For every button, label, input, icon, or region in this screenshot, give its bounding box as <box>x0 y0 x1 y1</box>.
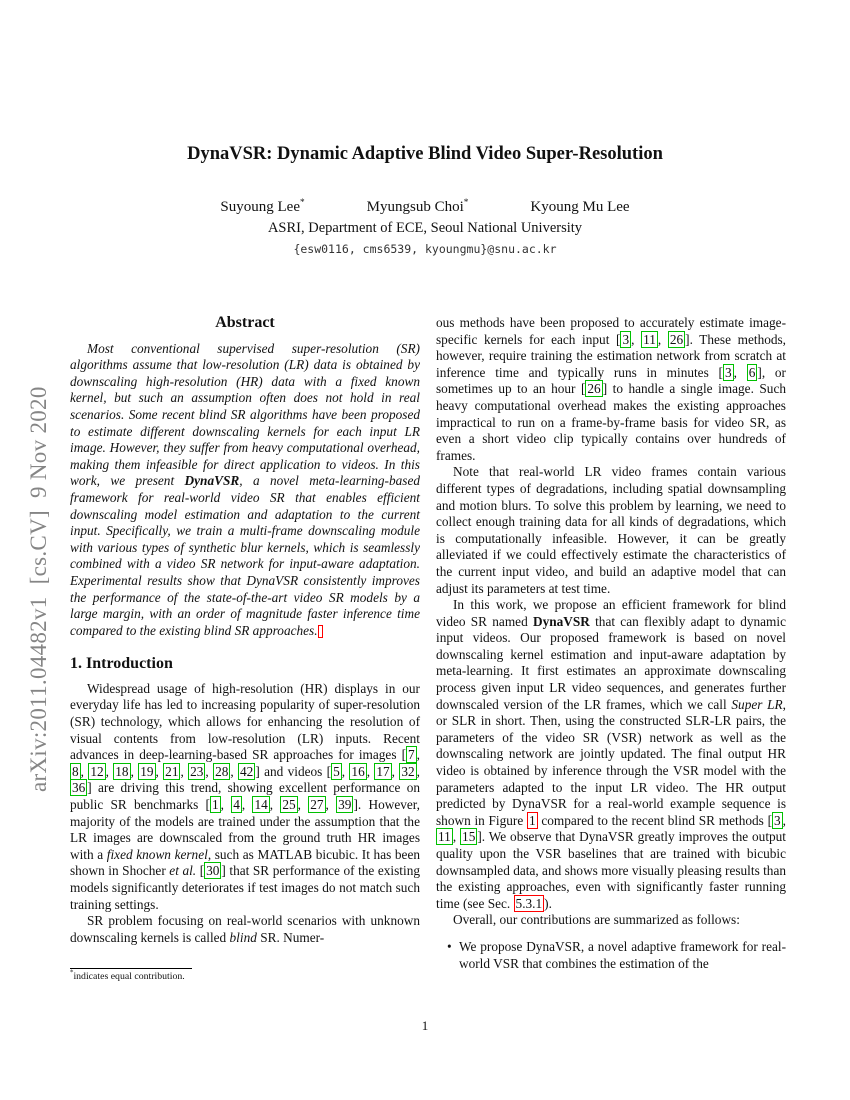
footnote-mark: * <box>70 969 74 977</box>
bold-text: DynaVSR <box>184 473 240 489</box>
citation-link[interactable]: 11 <box>438 829 451 845</box>
abstract-heading: Abstract <box>215 314 275 331</box>
citation-link[interactable]: 16 <box>351 763 365 779</box>
citation-link[interactable]: 6 <box>748 364 756 380</box>
contribution-text: We propose DynaVSR, a novel adaptive framework for real-world VSR that combines the estimation of the <box>459 938 786 971</box>
affiliation: ASRI, Department of ECE, Seoul National University <box>267 220 583 236</box>
citation-link[interactable]: 25 <box>282 797 296 813</box>
author-mark: * <box>463 198 469 208</box>
internal-ref-link[interactable] <box>318 625 323 638</box>
author-mark: * <box>300 198 305 208</box>
paragraph: Widespread usage of high-resolution (HR) displays in our everyday life has led to increasing popularity of super-resolution (SR) technology, which allows for enhancing the resolution of visual contents from low-resolution (LR) inputs. Recent advances in deep-learning-based SR approaches for images [ 7 , 8 , 12 , 18 , 19 , 21 , 23 , 28 , 42 ] and videos [ 5 , 16 , 17 , 32 , 36 ] are driving this trend, showing excellent performance on public SR benchmarks [ 1 , 4 , 14 , 25 , 27 , 39 ]. However, majority of the models are trained under the assumption that the LR images are downscaled from the ground truth HR images with a fixed known kernel, such as MATLAB bicubic. It has been shown in Shocher et al. [ 30 ] that SR performance of the existing models significantly deteriorates if test images do not match such training settings. <box>70 680 420 912</box>
citation-link[interactable]: 8 <box>72 763 79 779</box>
email-line: {esw0116, cms6539, kyoungmu}@snu.ac.kr <box>293 242 557 256</box>
citation-link[interactable]: 4 <box>233 797 240 813</box>
citation-link[interactable]: 3 <box>622 331 630 347</box>
italic-text: et al. <box>169 863 197 879</box>
citation-link[interactable]: 5 <box>333 763 340 779</box>
arxiv-watermark: arXiv:2011.04482v1 [cs.CV] 9 Nov 2020 <box>26 386 51 792</box>
author-list <box>0 199 850 216</box>
citation-link[interactable]: 21 <box>165 763 179 779</box>
citation-link[interactable]: 23 <box>190 763 204 779</box>
paragraph: Overall, our contributions are summarized as follows: <box>453 912 740 928</box>
citation-link[interactable]: 1 <box>211 797 219 813</box>
bullet-glyph: • <box>447 938 452 954</box>
citation-link[interactable]: 17 <box>376 763 390 779</box>
italic-text: blind <box>229 929 257 945</box>
author <box>530 199 629 216</box>
internal-ref-link[interactable]: 1 <box>528 812 536 828</box>
internal-ref-link[interactable]: 5.3.1 <box>515 895 543 911</box>
paragraph: In this work, we propose an efficient framework for blind video SR named DynaVSR that can flexibly adapt to dynamic input videos. Our proposed framework is based on novel downscaling kernel estimation and input-aware adaptation by meta-learning. It first estimates an approximate downscaling process given input LR video sequences, and generates further downscaled version of the LR frames, which we call Super LR, or SLR in short. Then, using the constructed SLR-LR pairs, the parameters of the video SR (VSR) network as well as the downscaling network are jointly updated. The final output HR video is obtained by inference through the VSR model with the parameters adapted to the input LR video. The HR output predicted by DynaVSR for a real-world example sequence is shown in Figure 1 compared to the recent blind SR methods [ 3 , 11 , 15 ]. We observe that DynaVSR greatly improves the output quality upon the VSR baselines that are trained with bicubic downsampled data, and shows more visually pleasing results than the existing approaches, even with significantly faster running time (see Sec. 5.3.1 ). <box>436 597 787 911</box>
citation-link[interactable]: 11 <box>643 331 656 347</box>
citation-link[interactable]: 19 <box>140 763 154 779</box>
author <box>220 199 304 216</box>
footnote-block <box>70 968 420 983</box>
citation-link[interactable]: 32 <box>401 763 415 779</box>
abstract-body: Most conventional supervised super-resolution (SR) algorithms assume that low-resolution (LR) data is obtained by downscaling high-resolution (HR) data with a fixed known kernel, but such an assumption often does not hold in real scenarios. Some recent blind SR algorithms have been proposed to estimate different downscaling kernels for each input LR image. However, they suffer from heavy computational overhead, making them infeasible for direct application to videos. In this work, we present DynaVSR, a novel meta-learning-based framework for real-world video SR that enables efficient downscaling model estimation and adaptation to the current input. Specifically, we train a multi-frame downscaling module with various types of synthetic blur kernels, which is seamlessly combined with a video SR network for input-aware adaptation. Experimental results show that DynaVSR consistently improves the performance of the state-of-the-art video SR models by a large margin, with an order of magnitude faster inference time compared to the existing blind SR approaches. <box>70 340 420 638</box>
left-column <box>70 315 420 946</box>
footnote-rule <box>70 968 192 969</box>
citation-link[interactable]: 30 <box>206 863 220 879</box>
italic-text: Super LR <box>731 696 783 712</box>
contribution-item <box>436 939 786 972</box>
author <box>367 199 469 216</box>
citation-link[interactable]: 3 <box>724 364 732 380</box>
citation-link[interactable]: 28 <box>215 763 229 779</box>
author-name: Myungsub Choi <box>366 199 464 215</box>
citation-link[interactable]: 26 <box>669 331 684 347</box>
citation-link[interactable]: 12 <box>90 763 104 779</box>
citation-link[interactable]: 39 <box>338 797 352 813</box>
citation-link[interactable]: 3 <box>774 812 781 828</box>
paragraph: ous methods have been proposed to accurately estimate image-specific kernels for each input [ 3 , 11 , 26 ]. These methods, however, require training the estimation network from scratch at inference time and typically runs in minutes [ 3 , 6 ], or sometimes up to an hour [ 26 ] to handle a single image. Such heavy computational overhead makes the existing approaches impractical to run on a frame-by-frame basis for video SR, as even a short video clip typically contains over hundreds of frames. <box>436 315 787 463</box>
citation-link[interactable]: 15 <box>462 829 476 845</box>
citation-link[interactable]: 36 <box>72 780 86 796</box>
author-name: Kyoung Mu Lee <box>530 199 630 215</box>
citation-link[interactable]: 27 <box>310 797 324 813</box>
bold-text: DynaVSR <box>532 613 590 629</box>
page-number: 1 <box>421 1018 429 1033</box>
citation-link[interactable]: 42 <box>240 763 254 779</box>
section-heading-introduction: 1. Introduction <box>70 655 173 673</box>
citation-link[interactable]: 26 <box>587 381 601 397</box>
footnote-text: indicates equal contribution. <box>73 971 185 982</box>
paper-title: DynaVSR: Dynamic Adaptive Blind Video Super-Resolution <box>187 144 663 164</box>
paragraph: Note that real-world LR video frames contain various different types of degradations, including spatial downsampling and motion blurs. To solve this problem by learning, we need to collect enough training data for all kinds of degradations, which is computationally infeasible. However, it can be greatly alleviated if we could effectively estimate the characteristics of the current input video, and build an adaptive model that can adjust its parameters at test time. <box>436 464 786 596</box>
author-name: Suyoung Lee <box>220 199 300 215</box>
right-column <box>436 315 786 972</box>
italic-text: fixed known kernel <box>106 846 208 862</box>
footnote <box>70 971 420 983</box>
citation-link[interactable]: 14 <box>254 797 268 813</box>
citation-link[interactable]: 7 <box>408 747 415 763</box>
citation-link[interactable]: 18 <box>115 763 129 779</box>
paragraph: SR problem focusing on real-world scenarios with unknown downscaling kernels is called blind SR. Numer- <box>70 913 420 945</box>
